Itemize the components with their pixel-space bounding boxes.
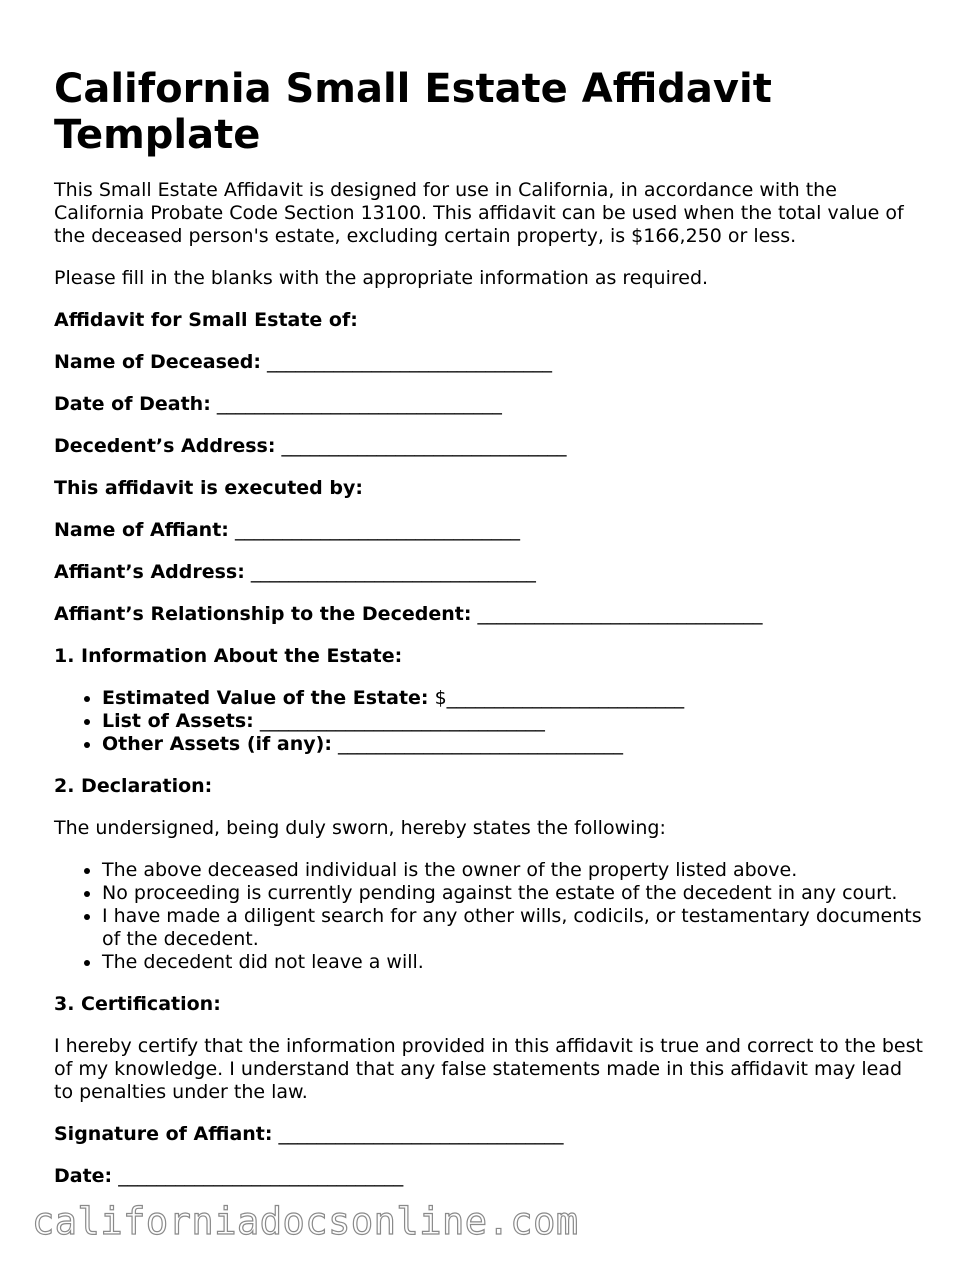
instruction-paragraph: Please fill in the blanks with the appropriate information as required. <box>54 267 709 289</box>
affiant-address-field <box>54 561 924 584</box>
date-label: Date: <box>54 1165 113 1187</box>
affiant-name-blank[interactable]: ______________________________ <box>234 519 520 541</box>
estate-value-label: Estimated Value of the Estate: <box>102 687 429 709</box>
list-item <box>102 733 924 756</box>
list-item: • I have made a diligent search for any other wills, codicils, or testamentary documents of the decedent. <box>102 905 924 951</box>
section1-heading: 1. Information About the Estate: <box>54 645 403 667</box>
site-watermark: californiadocsonline.com <box>32 1200 579 1243</box>
date-of-death-field <box>54 393 924 416</box>
other-assets-blank[interactable]: ______________________________ <box>338 733 623 755</box>
signature-blank[interactable]: ______________________________ <box>278 1123 564 1145</box>
affidavit-heading: Affidavit for Small Estate of: <box>54 309 358 331</box>
list-item: • No proceeding is currently pending against the estate of the decedent in any court. <box>102 882 924 905</box>
deceased-name-field <box>54 351 924 374</box>
date-of-death-blank[interactable]: ______________________________ <box>216 393 502 415</box>
list-item: • The above deceased individual is the owner of the property listed above. <box>102 859 924 882</box>
assets-list-label: List of Assets: <box>102 710 254 732</box>
decedent-address-label: Decedent’s Address: <box>54 435 276 457</box>
signature-label: Signature of Affiant: <box>54 1123 273 1145</box>
affiant-address-blank[interactable]: ______________________________ <box>250 561 536 583</box>
date-of-death-label: Date of Death: <box>54 393 211 415</box>
affiant-name-label: Name of Affiant: <box>54 519 229 541</box>
document-title: California Small Estate Affidavit Template <box>54 66 772 158</box>
affiant-relationship-blank[interactable]: ______________________________ <box>477 603 763 625</box>
list-item <box>102 710 924 733</box>
intro-paragraph: This Small Estate Affidavit is designed for use in California, in accordance with the California Probate Code Section 13100. This affidavit can be used when the total value of the deceased person's estate, excluding certain property, is $166,250 or less. <box>54 179 904 247</box>
declaration-text: The undersigned, being duly sworn, hereby states the following: <box>54 817 666 839</box>
date-blank[interactable]: ______________________________ <box>118 1165 404 1187</box>
certification-text: I hereby certify that the information provided in this affidavit is true and correct to the best of my knowledge. I understand that any false statements made in this affidavit may lead to penalties under the law. <box>54 1035 923 1103</box>
list-item: • The decedent did not leave a will. <box>102 951 924 974</box>
document-page <box>54 66 924 1207</box>
deceased-name-label: Name of Deceased: <box>54 351 261 373</box>
assets-list-blank[interactable]: ______________________________ <box>259 710 545 732</box>
deceased-name-blank[interactable]: ______________________________ <box>267 351 553 373</box>
section3-heading: 3. Certification: <box>54 993 221 1015</box>
executed-by-heading: This affidavit is executed by: <box>54 477 363 499</box>
affiant-name-field <box>54 519 924 542</box>
section2-heading: 2. Declaration: <box>54 775 213 797</box>
decedent-address-field <box>54 435 924 458</box>
affiant-relationship-field <box>54 603 924 626</box>
list-item <box>102 687 924 710</box>
date-field <box>54 1165 924 1188</box>
estate-info-list <box>54 687 924 756</box>
other-assets-label: Other Assets (if any): <box>102 733 332 755</box>
declaration-list <box>54 859 924 974</box>
estate-value-blank[interactable]: $_________________________ <box>434 687 685 709</box>
affiant-relationship-label: Affiant’s Relationship to the Decedent: <box>54 603 472 625</box>
affiant-address-label: Affiant’s Address: <box>54 561 245 583</box>
decedent-address-blank[interactable]: ______________________________ <box>281 435 567 457</box>
signature-field <box>54 1123 924 1146</box>
